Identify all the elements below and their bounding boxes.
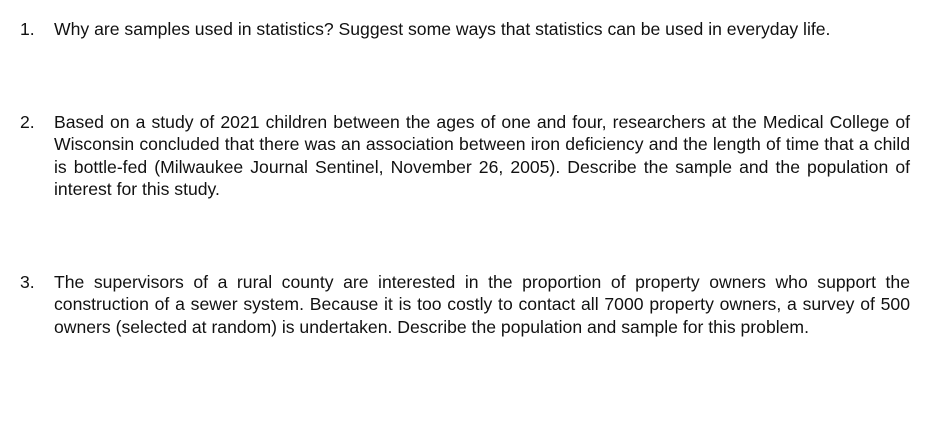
question-list bbox=[20, 18, 910, 338]
question-text: The supervisors of a rural county are interested in the proportion of property owners who support the construction of a sewer system. Because it is too costly to contact all 7000 property owners, a survey of 500 owners (selected at random) is undertaken. Describe the population and sample for this problem. bbox=[54, 271, 910, 337]
question-number: 1. bbox=[20, 19, 35, 39]
question-text: Based on a study of 2021 children between the ages of one and four, researchers at the Medical College of Wisconsin concluded that there was an association between iron deficiency and the length of time that a child is bottle-fed (Milwaukee Journal Sentinel, November 26, 2005). Describe the sample and the population of interest for this study. bbox=[54, 111, 910, 199]
question-item bbox=[20, 18, 910, 41]
question-number: 2. bbox=[20, 111, 35, 132]
question-number: 3. bbox=[20, 271, 35, 292]
question-item bbox=[20, 111, 910, 201]
question-text: Why are samples used in statistics? Suggest some ways that statistics can be used in everyday life. bbox=[54, 19, 831, 39]
question-item bbox=[20, 271, 910, 339]
